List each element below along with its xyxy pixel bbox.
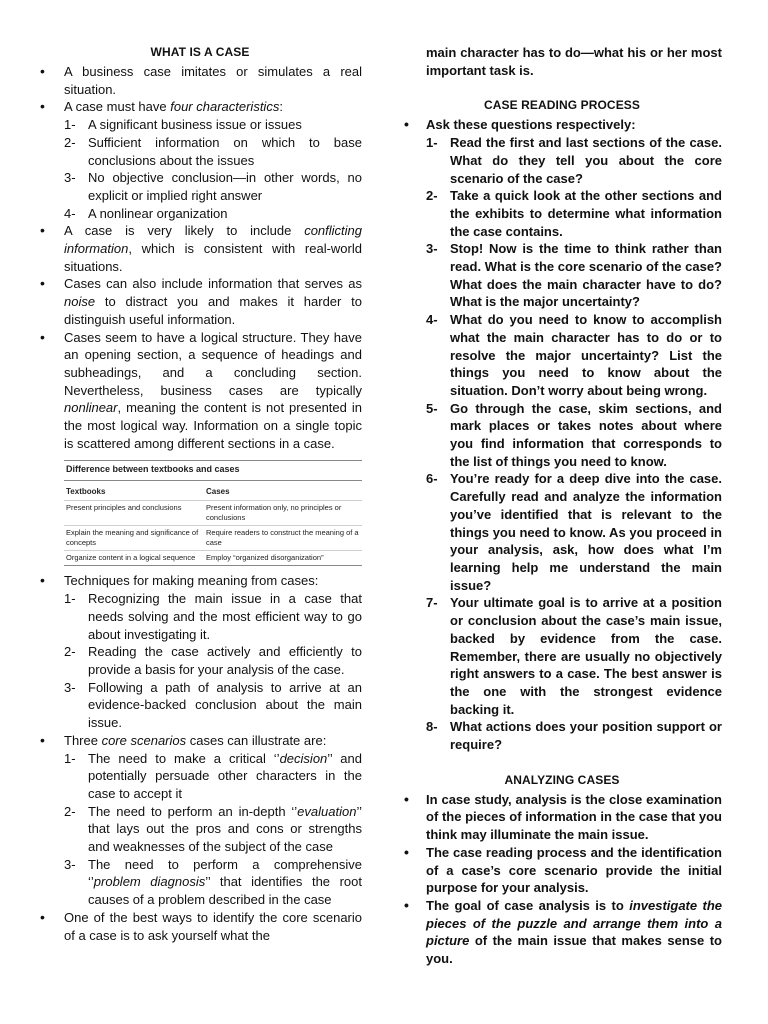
step-item: 5- Go through the case, skim sections, and mark places or takes notes about where you find information that corresponds to the list of things you need to know. — [426, 400, 722, 469]
analysis-list — [402, 791, 722, 968]
step-item: 3- Stop! Now is the time to think rather than read. What is the core scenario of the case? What does the main character have to do? What is the major uncertainty? — [426, 241, 722, 310]
bullet-goal-of-analysis: • The goal of case analysis is to investigate the pieces of the puzzle and arrange them into a picture of the main issue that makes sense to you. — [402, 897, 722, 968]
section-heading-case-reading-process: CASE READING PROCESS — [483, 98, 641, 113]
bullet-business-case: • A business case imitates or simulates a real situation. — [38, 63, 362, 98]
table-header-row — [64, 480, 362, 500]
bullet-conflicting-information: • A case is very likely to include conflicting information, which is consistent with real-world situations. — [38, 222, 362, 275]
table-header-cases: Cases — [206, 487, 230, 497]
table-title: Difference between textbooks and cases — [64, 460, 362, 480]
steps-list — [402, 134, 722, 754]
table-cell: Explain the meaning and significance of concepts — [66, 528, 199, 548]
right-column — [402, 44, 722, 968]
table-cell: Require readers to construct the meaning of a case — [206, 528, 359, 548]
continued-text: main character has to do—what his or her most important task is. — [426, 45, 722, 78]
characteristic-item: 4- A nonlinear organization — [64, 205, 228, 221]
scenario-item: 2- The need to perform an in-depth ‘’evaluation’’ that lays out the pros and cons or strengths and weaknesses of the subject of the case — [64, 803, 362, 855]
table-row — [64, 550, 362, 566]
table-cell: Employ “organized disorganization” — [206, 553, 324, 563]
scenario-item: 1- The need to make a critical ‘’decision’’ and potentially persuade other characters in the case to accept it — [64, 750, 362, 801]
comparison-table — [64, 460, 362, 566]
bullet-logical-structure: • Cases seem to have a logical structure. They have an opening section, a sequence of headings and subheadings, and a concluding section. Nevertheless, business cases are typically nonlinear, meaning the content is not presented in the most logical way. Information on a single topic is scattered among different sections in a case. — [38, 329, 362, 453]
section-heading-analyzing-cases: ANALYZING CASES — [504, 772, 620, 787]
step-item: 1- Read the first and last sections of the case. What do they tell you about the core scenario of the case? — [426, 135, 722, 186]
section-heading-what-is-a-case: WHAT IS A CASE — [150, 45, 250, 59]
table-cell: Present information only, no principles or conclusions — [206, 503, 342, 523]
characteristic-item: 1- A significant business issue or issues — [64, 117, 302, 133]
table-header-textbooks: Textbooks — [66, 487, 106, 497]
characteristic-item: 2- Sufficient information on which to base conclusions about the issues — [64, 134, 362, 168]
technique-item: 3- Following a path of analysis to arrive at an evidence-backed conclusion about the main issue. — [64, 679, 362, 731]
left-column — [38, 44, 362, 944]
bullet-identify-core-scenario: • One of the best ways to identify the core scenario of a case is to ask yourself what the — [38, 909, 362, 944]
table-row — [64, 525, 362, 550]
step-item: 6- You’re ready for a deep dive into the case. Carefully read and analyze the information you’ve identified that is relevant to the things you need to know. As you proceed in your analysis, ask, how does what I’m learning help me understand the main issue? — [426, 471, 722, 593]
step-item: 4- What do you need to know to accomplish what the main character has to do or to resolve the major uncertainty? List the things you need to know about the situation. Don’t worry about being wrong. — [426, 312, 722, 398]
technique-item: 1- Recognizing the main issue in a case that needs solving and the most efficient way to go about investigating it. — [64, 591, 362, 642]
step-item: 2- Take a quick look at the other sections and the exhibits to determine what information the case contains. — [426, 188, 722, 239]
bullet-ask-questions: • Ask these questions respectively: — [402, 116, 722, 134]
scenario-item: 3- The need to perform a comprehensive ‘’problem diagnosis’’ that identifies the root causes of a problem described in the case — [64, 856, 362, 908]
bullet-analysis-definition: • In case study, analysis is the close examination of the pieces of information in the case that you think may illuminate the main issue. — [402, 791, 722, 844]
bullet-techniques: • Techniques for making meaning from cases: — [38, 572, 362, 590]
bullet-core-scenarios: • Three core scenarios cases can illustrate are: — [38, 732, 362, 750]
table-cell: Present principles and conclusions — [66, 503, 182, 513]
table-row — [64, 500, 362, 525]
table-cell: Organize content in a logical sequence — [66, 553, 196, 563]
bullet-initial-purpose: • The case reading process and the identification of a case’s core scenario provide the initial purpose for your analysis. — [402, 844, 722, 897]
characteristic-item: 3- No objective conclusion—in other words, no explicit or implied right answer — [64, 170, 362, 203]
bullet-four-characteristics: • A case must have four characteristics: — [38, 98, 362, 116]
step-item: 7- Your ultimate goal is to arrive at a position or conclusion about the case’s main issue, backed by evidence from the case. Remember, there are usually no objectively right answers to a case. The best answer is the one with the strongest evidence backing it. — [426, 595, 722, 717]
bullet-noise: • Cases can also include information that serves as noise to distract you and makes it harder to distinguish useful information. — [38, 275, 362, 328]
technique-item: 2- Reading the case actively and efficiently to provide a basis for your analysis of the case. — [64, 644, 362, 677]
step-item: 8- What actions does your position support or require? — [426, 719, 722, 753]
